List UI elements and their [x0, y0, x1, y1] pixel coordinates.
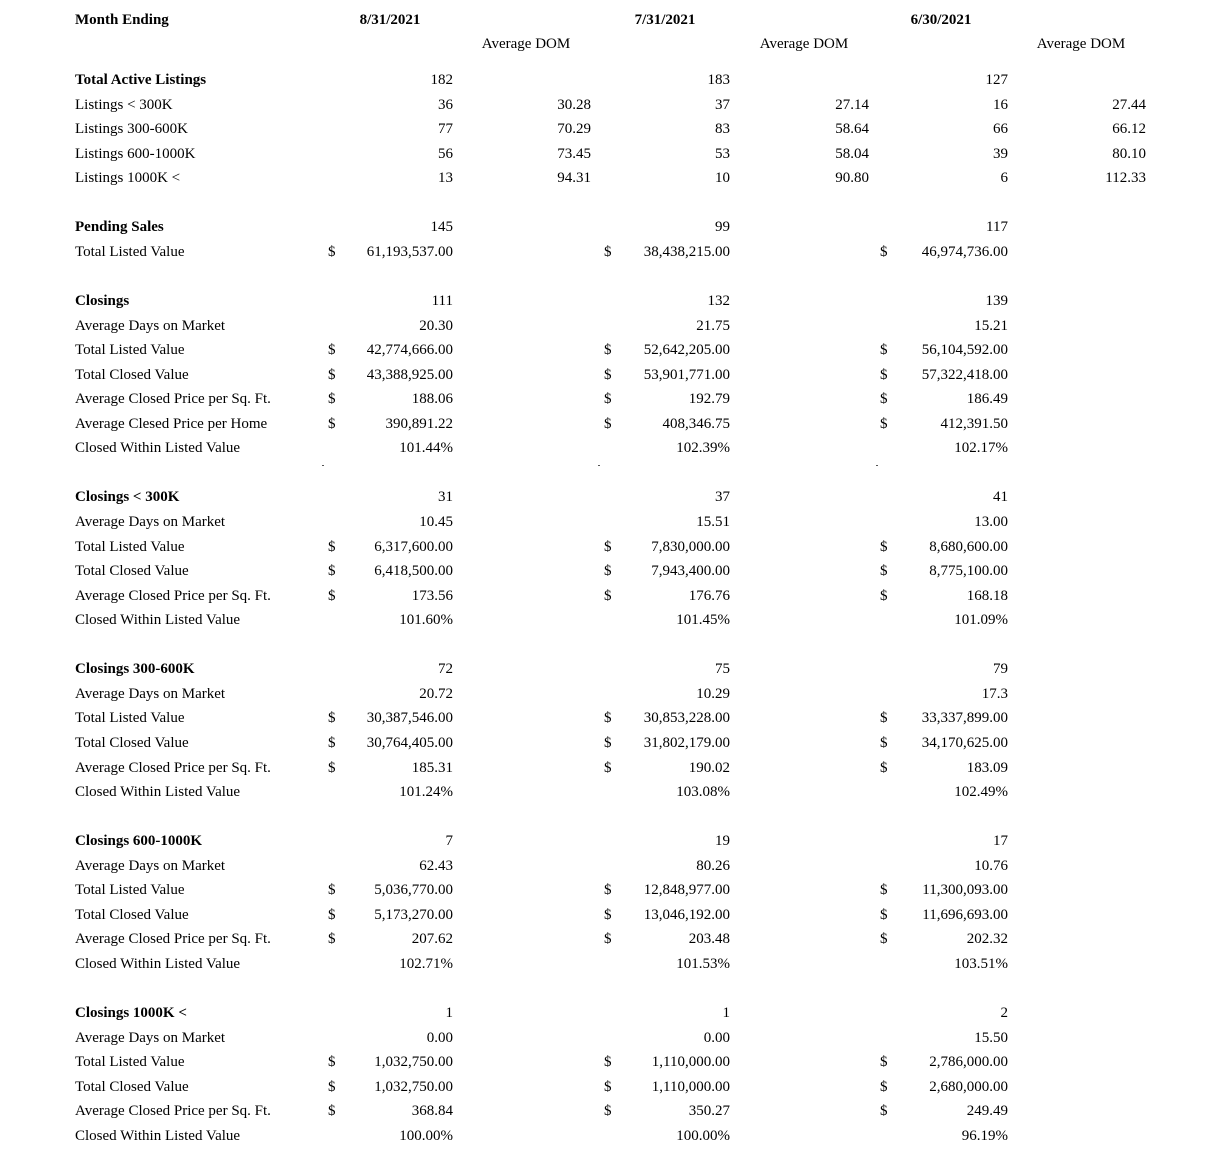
table-row — [0, 559, 1224, 583]
table-row — [0, 363, 1224, 387]
row-label: Average Clesed Price per Home — [75, 416, 268, 432]
row-label: Listings 600-1000K — [75, 146, 196, 162]
table-row — [0, 608, 1224, 632]
row-value-3: 8,775,100.00 — [929, 563, 1008, 579]
row-value-3: 39 — [993, 146, 1008, 162]
row-value-1: 173.56 — [411, 588, 453, 604]
avg-dom-value-2: 90.80 — [835, 170, 869, 186]
currency-symbol: $ — [880, 391, 888, 407]
currency-symbol: $ — [328, 760, 336, 776]
table-row — [0, 240, 1224, 264]
currency-symbol: $ — [604, 735, 612, 751]
table-row — [0, 1124, 1224, 1148]
dom-header-2: Average DOM — [759, 36, 849, 52]
row-value-3: 249.49 — [966, 1103, 1008, 1119]
row-value-1: 20.30 — [419, 318, 453, 334]
section-count-3: 139 — [985, 293, 1008, 309]
period-header-3: 6/30/2021 — [910, 12, 972, 28]
section-count-1: 145 — [430, 219, 453, 235]
row-value-3: 57,322,418.00 — [921, 367, 1008, 383]
currency-symbol: $ — [328, 416, 336, 432]
section-title-row — [0, 289, 1224, 313]
dom-header-row — [0, 32, 1224, 56]
currency-symbol: $ — [880, 735, 888, 751]
row-value-2: 12,848,977.00 — [643, 882, 730, 898]
row-label: Total Closed Value — [75, 907, 189, 923]
section-count-3: 127 — [985, 72, 1008, 88]
table-row — [0, 166, 1224, 190]
table-row — [0, 780, 1224, 804]
row-value-1: 100.00% — [399, 1128, 453, 1144]
avg-dom-value-3: 27.44 — [1112, 97, 1146, 113]
row-value-3: 46,974,736.00 — [921, 244, 1008, 260]
row-value-1: 43,388,925.00 — [366, 367, 453, 383]
row-value-3: 6 — [1000, 170, 1008, 186]
row-value-2: 7,943,400.00 — [651, 563, 730, 579]
row-value-1: 185.31 — [411, 760, 453, 776]
currency-symbol: $ — [880, 907, 888, 923]
currency-symbol: $ — [880, 931, 888, 947]
row-value-2: 1,110,000.00 — [651, 1054, 730, 1070]
currency-symbol: $ — [604, 710, 612, 726]
row-value-2: 408,346.75 — [662, 416, 730, 432]
dom-header-3: Average DOM — [1036, 36, 1126, 52]
table-row — [0, 1050, 1224, 1074]
row-label: Total Closed Value — [75, 563, 189, 579]
section-count-2: 99 — [715, 219, 730, 235]
row-value-1: 1,032,750.00 — [374, 1079, 453, 1095]
row-label: Total Listed Value — [75, 882, 185, 898]
currency-symbol: $ — [328, 244, 336, 260]
row-value-1: 101.44% — [399, 440, 453, 456]
currency-symbol: $ — [604, 1079, 612, 1095]
row-value-1: 101.60% — [399, 612, 453, 628]
row-value-2: 100.00% — [676, 1128, 730, 1144]
row-value-3: 13.00 — [974, 514, 1008, 530]
currency-symbol: $ — [604, 931, 612, 947]
row-label: Average Days on Market — [75, 858, 226, 874]
table-row — [0, 903, 1224, 927]
row-value-1: 5,036,770.00 — [374, 882, 453, 898]
row-value-2: 10 — [715, 170, 730, 186]
section-count-2: 1 — [722, 1005, 730, 1021]
currency-symbol: $ — [604, 563, 612, 579]
section-count-1: 111 — [431, 293, 453, 309]
section-count-3: 2 — [1000, 1005, 1008, 1021]
row-label: Average Closed Price per Sq. Ft. — [75, 588, 271, 604]
currency-symbol: $ — [880, 1079, 888, 1095]
row-value-1: 101.24% — [399, 784, 453, 800]
row-value-3: 102.49% — [954, 784, 1008, 800]
table-row — [0, 436, 1224, 460]
avg-dom-value-3: 80.10 — [1112, 146, 1146, 162]
currency-symbol: $ — [328, 1079, 336, 1095]
table-row — [0, 510, 1224, 534]
row-label: Average Closed Price per Sq. Ft. — [75, 760, 271, 776]
row-value-1: 368.84 — [411, 1103, 453, 1119]
row-value-2: 53 — [715, 146, 730, 162]
currency-symbol: $ — [880, 882, 888, 898]
row-label: Total Listed Value — [75, 710, 185, 726]
row-value-3: 2,786,000.00 — [929, 1054, 1008, 1070]
row-value-1: 62.43 — [419, 858, 453, 874]
row-value-1: 42,774,666.00 — [366, 342, 453, 358]
row-value-1: 13 — [438, 170, 453, 186]
currency-symbol: $ — [328, 931, 336, 947]
currency-symbol: $ — [604, 416, 612, 432]
separator-mark-1 — [322, 465, 324, 466]
table-row — [0, 338, 1224, 362]
section-count-1: 31 — [438, 489, 453, 505]
row-label: Average Days on Market — [75, 1030, 226, 1046]
currency-symbol: $ — [880, 563, 888, 579]
section-title-row — [0, 485, 1224, 509]
currency-symbol: $ — [604, 244, 612, 260]
row-label: Average Days on Market — [75, 514, 226, 530]
currency-symbol: $ — [604, 907, 612, 923]
row-value-3: 11,300,093.00 — [922, 882, 1008, 898]
currency-symbol: $ — [880, 539, 888, 555]
row-label: Total Listed Value — [75, 1054, 185, 1070]
row-value-1: 102.71% — [399, 956, 453, 972]
table-row — [0, 756, 1224, 780]
table-row — [0, 117, 1224, 141]
table-row — [0, 731, 1224, 755]
currency-symbol: $ — [328, 710, 336, 726]
row-label: Total Listed Value — [75, 244, 185, 260]
section-title: Closings 1000K < — [75, 1005, 187, 1021]
row-value-2: 21.75 — [696, 318, 730, 334]
row-label: Listings < 300K — [75, 97, 173, 113]
row-value-3: 168.18 — [966, 588, 1008, 604]
row-value-1: 30,764,405.00 — [366, 735, 453, 751]
separator-mark-3 — [876, 465, 878, 466]
row-value-1: 188.06 — [411, 391, 453, 407]
row-label: Total Closed Value — [75, 1079, 189, 1095]
row-value-3: 8,680,600.00 — [929, 539, 1008, 555]
row-value-3: 34,170,625.00 — [921, 735, 1008, 751]
currency-symbol: $ — [604, 342, 612, 358]
section-count-1: 7 — [445, 833, 453, 849]
row-label: Closed Within Listed Value — [75, 440, 241, 456]
avg-dom-value-1: 73.45 — [557, 146, 591, 162]
row-value-2: 37 — [715, 97, 730, 113]
row-value-2: 30,853,228.00 — [643, 710, 730, 726]
currency-symbol: $ — [604, 391, 612, 407]
row-label: Closed Within Listed Value — [75, 956, 241, 972]
table-row — [0, 387, 1224, 411]
row-value-1: 5,173,270.00 — [374, 907, 453, 923]
currency-symbol: $ — [328, 367, 336, 383]
section-count-2: 75 — [715, 661, 730, 677]
avg-dom-value-2: 27.14 — [835, 97, 869, 113]
row-value-1: 0.00 — [426, 1030, 453, 1046]
row-value-2: 53,901,771.00 — [643, 367, 730, 383]
row-value-2: 13,046,192.00 — [643, 907, 730, 923]
section-count-2: 37 — [715, 489, 730, 505]
row-label: Closed Within Listed Value — [75, 1128, 241, 1144]
period-header-2: 7/31/2021 — [634, 12, 696, 28]
section-title-row — [0, 657, 1224, 681]
avg-dom-value-2: 58.04 — [835, 146, 869, 162]
row-value-2: 31,802,179.00 — [643, 735, 730, 751]
row-value-1: 61,193,537.00 — [366, 244, 453, 260]
row-value-3: 96.19% — [961, 1128, 1008, 1144]
row-label: Closed Within Listed Value — [75, 612, 241, 628]
row-value-1: 207.62 — [411, 931, 453, 947]
row-value-1: 390,891.22 — [385, 416, 453, 432]
table-row — [0, 854, 1224, 878]
section-title-row — [0, 1001, 1224, 1025]
section-title: Pending Sales — [75, 219, 164, 235]
currency-symbol: $ — [880, 760, 888, 776]
period-header-1: 8/31/2021 — [359, 12, 421, 28]
currency-symbol: $ — [328, 1054, 336, 1070]
row-value-3: 33,337,899.00 — [921, 710, 1008, 726]
avg-dom-value-1: 94.31 — [557, 170, 591, 186]
table-row — [0, 1099, 1224, 1123]
row-value-3: 66 — [993, 121, 1008, 137]
currency-symbol: $ — [880, 367, 888, 383]
row-value-3: 412,391.50 — [940, 416, 1008, 432]
currency-symbol: $ — [328, 735, 336, 751]
row-value-2: 1,110,000.00 — [651, 1079, 730, 1095]
row-value-2: 203.48 — [688, 931, 730, 947]
currency-symbol: $ — [604, 1103, 612, 1119]
currency-symbol: $ — [604, 882, 612, 898]
row-value-1: 1,032,750.00 — [374, 1054, 453, 1070]
avg-dom-value-3: 66.12 — [1112, 121, 1146, 137]
currency-symbol: $ — [880, 244, 888, 260]
section-count-2: 19 — [715, 833, 730, 849]
section-title-row — [0, 215, 1224, 239]
section-title: Closings — [75, 293, 130, 309]
row-label: Total Listed Value — [75, 539, 185, 555]
row-value-3: 15.21 — [974, 318, 1008, 334]
row-label: Average Closed Price per Sq. Ft. — [75, 931, 271, 947]
avg-dom-value-3: 112.33 — [1105, 170, 1146, 186]
row-value-2: 52,642,205.00 — [643, 342, 730, 358]
row-value-1: 56 — [438, 146, 453, 162]
row-value-1: 30,387,546.00 — [366, 710, 453, 726]
row-value-2: 350.27 — [688, 1103, 730, 1119]
table-row — [0, 1026, 1224, 1050]
row-value-2: 101.53% — [676, 956, 730, 972]
table-row — [0, 878, 1224, 902]
table-row — [0, 93, 1224, 117]
table-row — [0, 142, 1224, 166]
currency-symbol: $ — [328, 563, 336, 579]
currency-symbol: $ — [880, 416, 888, 432]
currency-symbol: $ — [604, 1054, 612, 1070]
row-value-1: 36 — [438, 97, 453, 113]
row-value-3: 17.3 — [981, 686, 1008, 702]
currency-symbol: $ — [880, 1054, 888, 1070]
section-title: Closings < 300K — [75, 489, 180, 505]
section-count-3: 17 — [993, 833, 1008, 849]
header-row — [0, 8, 1224, 32]
section-count-2: 183 — [707, 72, 730, 88]
row-value-1: 6,317,600.00 — [374, 539, 453, 555]
table-row — [0, 927, 1224, 951]
row-label: Average Days on Market — [75, 686, 226, 702]
currency-symbol: $ — [328, 882, 336, 898]
row-value-2: 38,438,215.00 — [643, 244, 730, 260]
row-value-2: 103.08% — [676, 784, 730, 800]
section-count-3: 41 — [993, 489, 1008, 505]
row-label: Total Closed Value — [75, 367, 189, 383]
currency-symbol: $ — [328, 588, 336, 604]
row-value-3: 11,696,693.00 — [922, 907, 1008, 923]
row-label: Average Days on Market — [75, 318, 226, 334]
row-value-3: 56,104,592.00 — [921, 342, 1008, 358]
row-value-3: 102.17% — [954, 440, 1008, 456]
table-row — [0, 412, 1224, 436]
row-value-2: 102.39% — [676, 440, 730, 456]
currency-symbol: $ — [880, 588, 888, 604]
row-label: Listings 300-600K — [75, 121, 188, 137]
currency-symbol: $ — [880, 710, 888, 726]
row-value-1: 20.72 — [419, 686, 453, 702]
row-value-3: 15.50 — [974, 1030, 1008, 1046]
row-value-3: 2,680,000.00 — [929, 1079, 1008, 1095]
section-title-row — [0, 68, 1224, 92]
row-label: Average Closed Price per Sq. Ft. — [75, 1103, 271, 1119]
table-row — [0, 952, 1224, 976]
currency-symbol: $ — [328, 539, 336, 555]
row-value-2: 192.79 — [688, 391, 730, 407]
currency-symbol: $ — [604, 760, 612, 776]
currency-symbol: $ — [604, 367, 612, 383]
section-title-row — [0, 829, 1224, 853]
table-row — [0, 706, 1224, 730]
currency-symbol: $ — [880, 342, 888, 358]
row-value-2: 7,830,000.00 — [651, 539, 730, 555]
table-row — [0, 1075, 1224, 1099]
row-label: Average Closed Price per Sq. Ft. — [75, 391, 271, 407]
row-value-2: 0.00 — [703, 1030, 730, 1046]
section-count-1: 72 — [438, 661, 453, 677]
currency-symbol: $ — [604, 539, 612, 555]
table-row — [0, 535, 1224, 559]
section-count-3: 79 — [993, 661, 1008, 677]
month-ending-label: Month Ending — [75, 12, 169, 28]
section-count-1: 1 — [445, 1005, 453, 1021]
row-value-3: 202.32 — [966, 931, 1008, 947]
row-label: Total Listed Value — [75, 342, 185, 358]
row-label: Total Closed Value — [75, 735, 189, 751]
section-count-1: 182 — [430, 72, 453, 88]
row-value-3: 183.09 — [966, 760, 1008, 776]
row-value-3: 101.09% — [954, 612, 1008, 628]
table-row — [0, 584, 1224, 608]
row-value-1: 6,418,500.00 — [374, 563, 453, 579]
row-value-2: 15.51 — [696, 514, 730, 530]
section-count-3: 117 — [986, 219, 1008, 235]
row-value-1: 10.45 — [419, 514, 453, 530]
table-row — [0, 314, 1224, 338]
section-title: Closings 300-600K — [75, 661, 195, 677]
table-row — [0, 682, 1224, 706]
avg-dom-value-1: 70.29 — [557, 121, 591, 137]
row-label: Listings 1000K < — [75, 170, 181, 186]
row-value-3: 103.51% — [954, 956, 1008, 972]
section-count-2: 132 — [707, 293, 730, 309]
currency-symbol: $ — [328, 907, 336, 923]
dom-header-1: Average DOM — [481, 36, 571, 52]
currency-symbol: $ — [328, 1103, 336, 1119]
row-value-2: 83 — [715, 121, 730, 137]
row-value-2: 10.29 — [696, 686, 730, 702]
row-value-2: 176.76 — [688, 588, 730, 604]
row-value-3: 16 — [993, 97, 1008, 113]
row-value-2: 80.26 — [696, 858, 730, 874]
row-value-2: 101.45% — [676, 612, 730, 628]
row-value-1: 77 — [438, 121, 453, 137]
avg-dom-value-2: 58.64 — [835, 121, 869, 137]
row-value-2: 190.02 — [688, 760, 730, 776]
currency-symbol: $ — [604, 588, 612, 604]
row-label: Closed Within Listed Value — [75, 784, 241, 800]
currency-symbol: $ — [328, 342, 336, 358]
separator-mark-2 — [598, 465, 600, 466]
section-title: Closings 600-1000K — [75, 833, 203, 849]
currency-symbol: $ — [880, 1103, 888, 1119]
currency-symbol: $ — [328, 391, 336, 407]
section-title: Total Active Listings — [75, 72, 207, 88]
row-value-3: 186.49 — [966, 391, 1008, 407]
row-value-3: 10.76 — [974, 858, 1008, 874]
avg-dom-value-1: 30.28 — [557, 97, 591, 113]
